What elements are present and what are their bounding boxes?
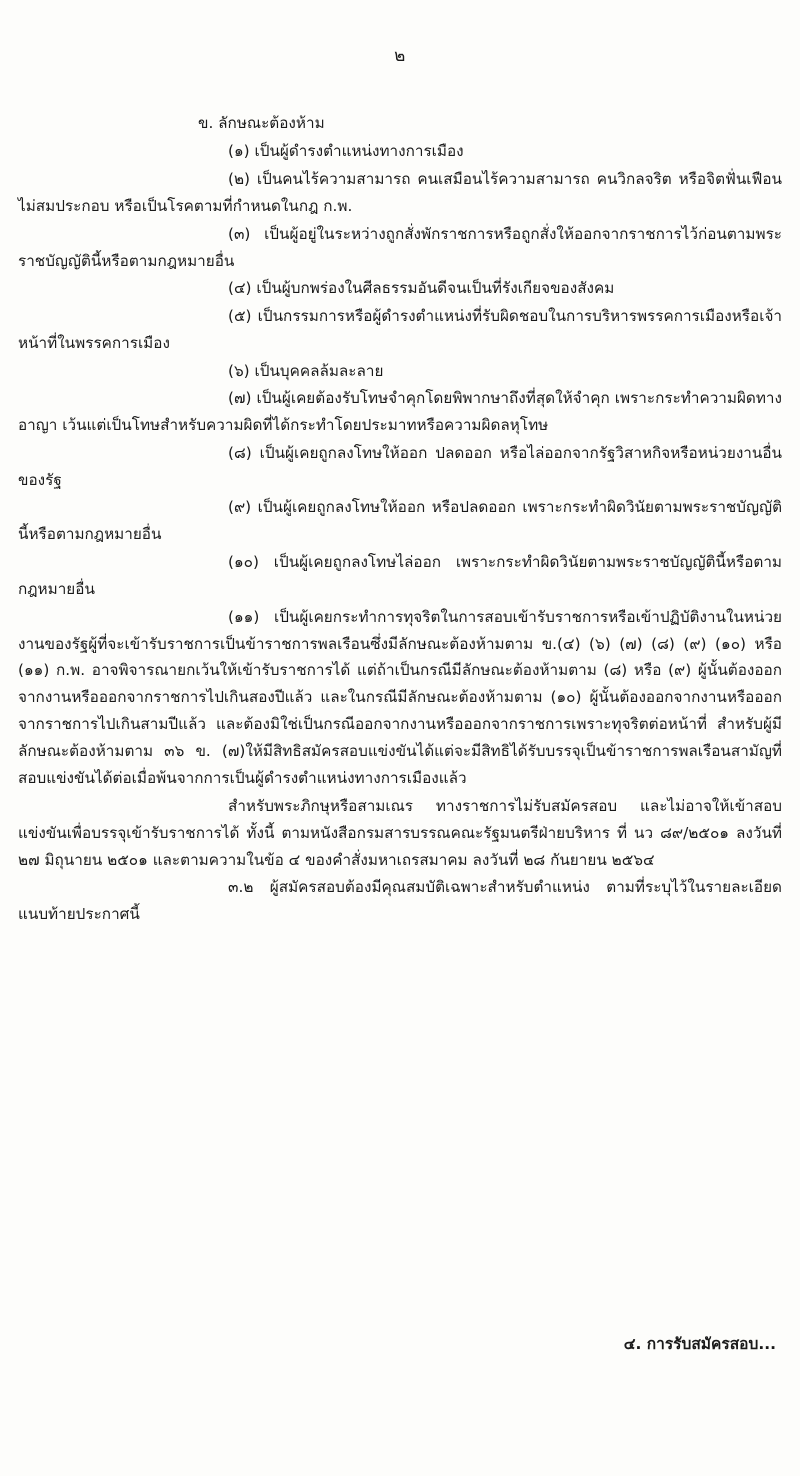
list-item bbox=[18, 275, 782, 302]
list-item-text: (๕) เป็นกรรมการหรือผู้ดำรงตำแหน่งที่รับผิดชอบในการบริหารพรรคการเมืองหรือเจ้าหน้าที่ในพรรคการเมือง bbox=[18, 306, 782, 352]
paragraph-monk bbox=[18, 793, 782, 874]
paragraph-3-2 bbox=[18, 874, 782, 928]
list-item bbox=[18, 221, 782, 275]
list-item-text: (๒) เป็นคนไร้ความสามารถ คนเสมือนไร้ความสามารถ คนวิกลจริต หรือจิตฟั่นเฟือนไม่สมประกอบ หรือเป็นโรคตามที่กำหนดในกฎ ก.พ. bbox=[18, 170, 782, 216]
list-item bbox=[18, 604, 782, 792]
list-item bbox=[18, 166, 782, 220]
list-item-text: (๑) เป็นผู้ดำรงตำแหน่งทางการเมือง bbox=[228, 142, 464, 161]
list-item-text: (๓) เป็นผู้อยู่ในระหว่างถูกสั่งพักราชการหรือถูกสั่งให้ออกจากราชการไว้ก่อนตามพระราชบัญญัตินี้หรือตามกฎหมายอื่น bbox=[18, 224, 782, 270]
paragraph-monk-text: สำหรับพระภิกษุหรือสามเณร ทางราชการไม่รับสมัครสอบ และไม่อาจให้เข้าสอบแข่งขันเพื่อบรรจุเข้ารับราชการได้ ทั้งนี้ ตามหนังสือกรมสารบรรณคณะรัฐมนตรีฝ่ายบริหาร ที่ นว ๘๙/๒๕๐๑ ลงวันที่ ๒๗ มิถุนายน ๒๕๐๑ และตามความในข้อ ๔ ของคำสั่งมหาเถรสมาคม ลงวันที่ ๒๘ กันยายน ๒๕๖๔ bbox=[18, 796, 782, 869]
list-item-text: (๙) เป็นผู้เคยถูกลงโทษให้ออก หรือปลดออก เพราะกระทำผิดวินัยตามพระราชบัญญัตินี้หรือตามกฎหมายอื่น bbox=[18, 498, 782, 544]
list-item bbox=[18, 358, 782, 385]
list-item-text: (๔) เป็นผู้บกพร่องในศีลธรรมอันดีจนเป็นที่รังเกียจของสังคม bbox=[228, 279, 615, 298]
list-item bbox=[18, 385, 782, 439]
list-item bbox=[18, 440, 782, 494]
list-item-text: (๑๐) เป็นผู้เคยถูกลงโทษไล่ออก เพราะกระทำผิดวินัยตามพระราชบัญญัตินี้หรือตามกฎหมายอื่น bbox=[18, 553, 782, 598]
paragraph-3-2-text: ๓.๒ ผู้สมัครสอบต้องมีคุณสมบัติเฉพาะสำหรับตำแหน่ง ตามที่ระบุไว้ในรายละเอียดแนบท้ายประกาศนี้ bbox=[18, 878, 782, 924]
footer-note: ๔. การรับสมัครสอบ... bbox=[623, 1335, 776, 1353]
list-item-text: (๗) เป็นผู้เคยต้องรับโทษจำคุกโดยพิพากษาถึงที่สุดให้จำคุก เพราะกระทำความผิดทางอาญา เว้นแต่เป็นโทษสำหรับความผิดที่ได้กระทำโดยประมาทหรือความผิดลหุโทษ bbox=[18, 389, 782, 435]
page-number: ๒ bbox=[394, 46, 406, 66]
document-body bbox=[18, 110, 782, 929]
list-item bbox=[18, 303, 782, 357]
list-item-text: (๖) เป็นบุคคลล้มละลาย bbox=[228, 361, 384, 380]
list-item bbox=[18, 494, 782, 548]
list-item-text: (๘) เป็นผู้เคยถูกลงโทษให้ออก ปลดออก หรือไล่ออกจากรัฐวิสาหกิจหรือหน่วยงานอื่นของรัฐ bbox=[18, 443, 782, 489]
section-heading: ข. ลักษณะต้องห้าม bbox=[198, 114, 325, 132]
list-item bbox=[18, 138, 782, 165]
list-item-text: (๑๑) เป็นผู้เคยกระทำการทุจริตในการสอบเข้ารับราชการหรือเข้าปฏิบัติงานในหน่วยงานของรัฐผู้ที่จะเข้ารับราชการเป็นข้าราชการพลเรือนซึ่งมีลักษณะต้องห้ามตาม ข.(๔) (๖) (๗) (๘) (๙) (๑๐) หรือ (๑๑) ก.พ. อาจพิจารณายกเว้นให้เข้ารับราชการได้ แต่ถ้าเป็นกรณีมีลักษณะต้องห้ามตาม (๘) หรือ (๙) ผู้นั้นต้องออกจากงานหรือออกจากราชการไปเกินสองปีแล้ว และในกรณีมีลักษณะต้องห้ามตาม (๑๐) ผู้นั้นต้องออกจากงานหรือออกจากราชการไปเกินสามปีแล้ว และต้องมิใช่เป็นกรณีออกจากงานหรือออกจากราชการเพราะทุจริตต่อหน้าที่ สำหรับผู้มีลักษณะต้องห้ามตาม ๓๖ ข. (๗)ให้มีสิทธิสมัครสอบแข่งขันได้แต่จะมีสิทธิได้รับบรรจุเป็นข้าราชการพลเรือนสามัญที่สอบแข่งขันได้ต่อเมื่อพ้นจากการเป็นผู้ดำรงตำแหน่งทางการเมืองแล้ว bbox=[18, 607, 782, 788]
list-item bbox=[18, 549, 782, 603]
